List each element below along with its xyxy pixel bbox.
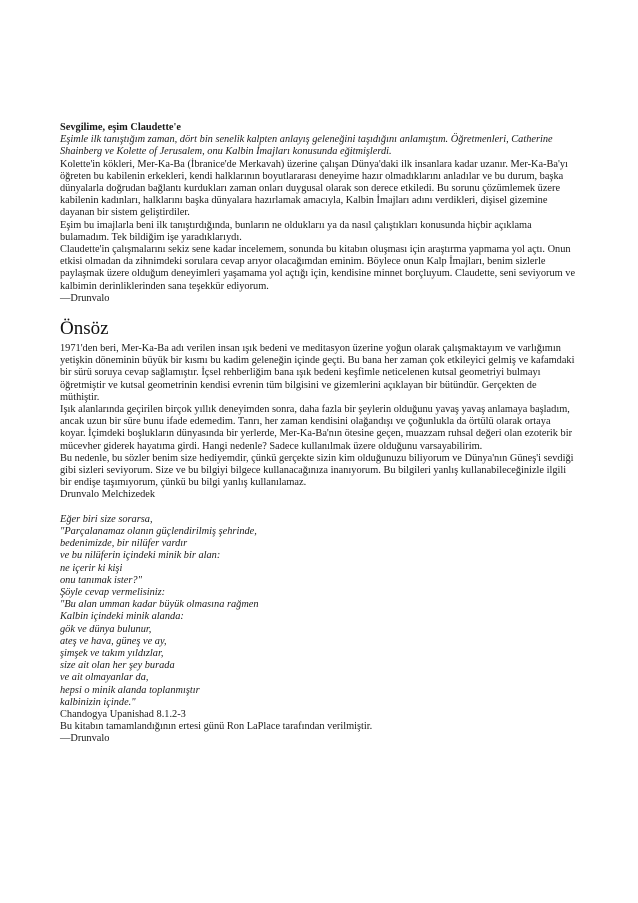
poem-line: bedenimizde, bir nilüfer vardır — [60, 538, 188, 550]
poem-line: ateş ve hava, güneş ve ay, — [60, 635, 167, 647]
preface-paragraph: Işık alanlarında geçirilen birçok yıllık deneyimden sonra, daha fazla bir şeylerin olduğunu yavaş yavaş anlamaya başladım, ancak uzun bir süre bunu ifade edemedim. Tanrı, her zaman kendisini olağandışı ve çoğunlukla da örtülü olarak ortaya koyar. İçimdeki boşlukların dünyasında bir yerlerde, Mer-Ka-Ba'nın ötesine geçen, muazzam ruhsal değeri olan ezoterik bir mücevher giderek hayatıma girdi. Hangi nedenle? Sadece kullanılmak üzere olduğunu varsayabilirim. — [60, 404, 573, 452]
poem-source: Chandogya Upanishad 8.1.2-3 — [60, 708, 186, 720]
poem-line: Şöyle cevap vermelisiniz: — [60, 586, 166, 598]
poem-line: Eğer biri size sorarsa, — [60, 513, 153, 525]
poem-line: Kalbin içindeki minik alanda: — [60, 611, 184, 623]
preface-paragraph: 1971'den beri, Mer-Ka-Ba adı verilen insan ışık bedeni ve meditasyon üzerine yoğun olarak çalışmaktayım ve varlığımın yetişkin döneminin büyük bir kısmı bu kadim geleneğin içinde geçti. Bu bana her zaman çok etkileyici gelmiş ve kafamdaki bir sürü soruya cevap sağlamıştır. İçsel rehberliğim bana ışık bedeni keşfimle neticelenen kutsal geometriyi bulmayı öğretmiştir ve kutsal geometrinin kendisi evrenin tüm bilgisini ve gizemlerini açıklayan bir bütündür. Gerçekten de müthiştir. — [60, 343, 575, 403]
poem-line: "Parçalanamaz olanın güçlendirilmiş şehrinde, — [60, 525, 257, 537]
preface-heading: Önsöz — [60, 318, 109, 340]
preface-signature: Drunvalo Melchizedek — [60, 489, 156, 501]
dedication-paragraph: Kolette'in kökleri, Mer-Ka-Ba (İbranice'de Merkavah) üzerine çalışan Dünya'daki ilk insanlara kadar uzanır. Mer-Ka-Ba'yı öğreten bu kabilenin erkekleri, kendi halklarının boyutlararası deneyime hazır olmadıklarını anladılar ve bu durum, başka dünyalarla doğrudan bağlantı kurdukları zaman onları duygusal olarak son derece etkiledi. Bu sorunu çözümlemek üzere kabilenin kadınları, halklarını başka dünyalara hazırlamak amacıyla, Kalbin İmajları adını verdikleri, dişisel gizemine dayanan bir sistem geliştirdiler. — [60, 158, 568, 219]
poem-line: onu tanımak ister?" — [60, 574, 142, 586]
poem-line: kalbinizin içinde." — [60, 696, 136, 708]
dedication-signature: —Drunvalo — [60, 292, 110, 304]
poem-note: Bu kitabın tamamlandığının ertesi günü Ron LaPlace tarafından verilmiştir. — [60, 721, 373, 733]
poem-block — [60, 514, 578, 746]
poem-line: ve bu nilüferin içindeki minik bir alan: — [60, 550, 221, 562]
poem-line: şimşek ve takım yıldızlar, — [60, 647, 164, 659]
poem-line: "Bu alan umman kadar büyük olmasına rağmen — [60, 599, 259, 611]
poem-line: gök ve dünya bulunur, — [60, 623, 152, 635]
spacer — [60, 502, 578, 514]
dedication-intro: Eşimle ilk tanıştığım zaman, dört bin senelik kalpten anlayış geleneğini taşıdığını anlamıştım. Öğretmenleri, Catherine Shainberg ve Kolette of Jerusalem, onu Kalbin İmajları konusunda eğitmişlerdi. — [60, 134, 553, 158]
poem-line: ne içerir ki kişi — [60, 562, 123, 574]
dedication-title: Sevgilime, eşim Claudette'e — [60, 122, 181, 133]
dedication-paragraph: Eşim bu imajlarla beni ilk tanıştırdığında, bunların ne olduklarıı ya da nasıl çalıştıkları konusunda hiçbir açıklama bulamadım. Tek bildiğim işe yaradıklarıydı. — [60, 219, 532, 243]
dedication-paragraph: Claudette'in çalışmalarını sekiz sene kadar incelemem, sonunda bu kitabın oluşması için araştırma yapmama yol açtı. Onun etkisi olmadan da zihnimdeki sorulara cevap arıyor olacağımdan eminim. Böylece onun Kalp İmajları, benim sizlerle paylaşmak üzere olduğum deneyimleri yaşamama yol açtığı için, kendisine minnet borçluyum. Claudette, seni seviyorum ve kalbimin derinliklerinden sana teşekkür ediyorum. — [60, 244, 576, 292]
poem-line: hepsi o minik alanda toplanmıştır — [60, 684, 200, 696]
document-page — [60, 122, 578, 746]
poem-line: ve ait olmayanlar da, — [60, 672, 149, 684]
poem-line: size ait olan her şey burada — [60, 660, 175, 672]
preface-paragraph: Bu nedenle, bu sözler benim size hediyemdir, çünkü gerçekte sizin kim olduğunuzu biliyorum ve Dünya'nın Güneş'i sevdiği gibi sizleri seviyorum. Size ve bu bilgiyi bilgece kullanacağınıza inanıyorum. Bu bilgileri yanlış kullanabileceğinizle ilgili bir endişe taşımıyorum, çünkü bu bilgi yanlış kullanılamaz. — [60, 452, 574, 489]
poem-signature: —Drunvalo — [60, 733, 110, 745]
